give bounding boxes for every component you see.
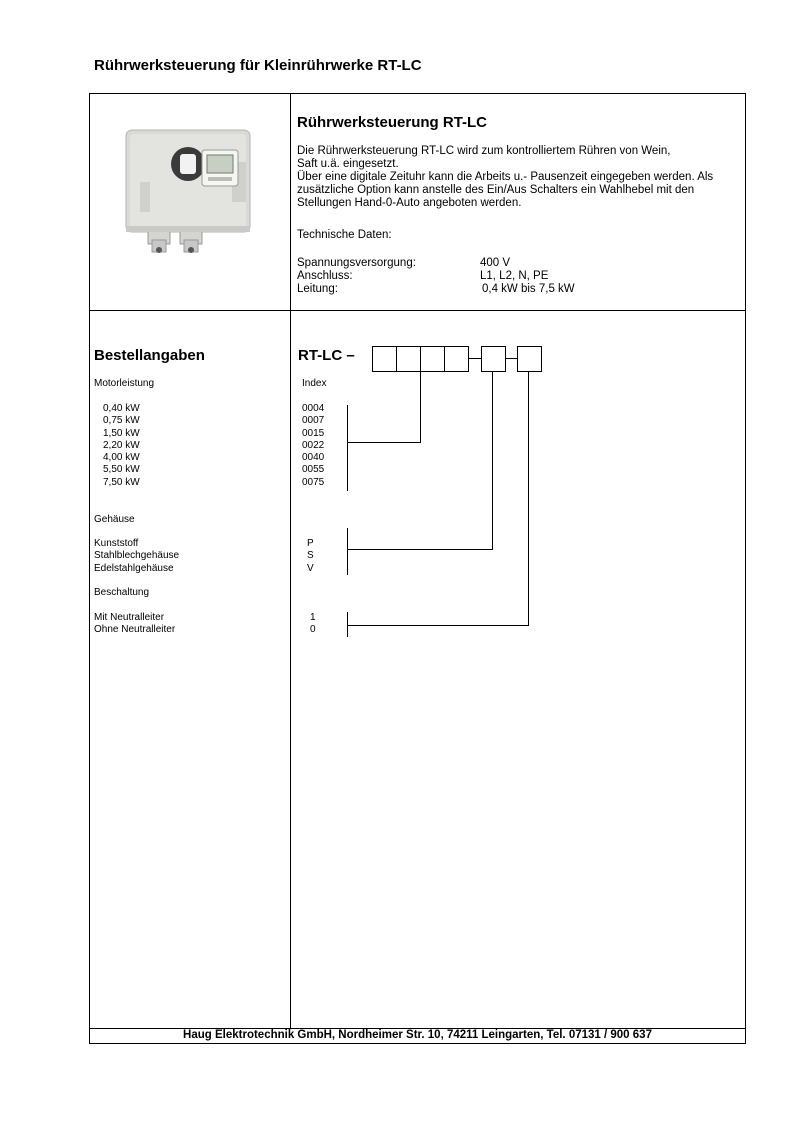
motor-leader-line: [347, 442, 421, 443]
code-box: [420, 346, 445, 372]
motor-option: 0,75 kW: [103, 415, 140, 426]
housing-code: V: [307, 563, 314, 574]
motor-option: 5,50 kW: [103, 464, 140, 475]
housing-code: P: [307, 538, 314, 549]
wiring-option: Ohne Neutralleiter: [94, 624, 176, 635]
code-box: [396, 346, 421, 372]
motor-option: 1,50 kW: [103, 428, 140, 439]
motor-code: 0015: [302, 428, 325, 439]
motor-code: 0040: [302, 452, 325, 463]
wiring-leader-line: [528, 372, 529, 626]
spec-value: L1, L2, N, PE: [480, 270, 549, 282]
page-title: Rührwerksteuerung für Kleinrührwerke RT-LC: [94, 57, 422, 74]
motor-code: 0075: [302, 477, 325, 488]
order-title: Bestellangaben: [94, 347, 205, 364]
housing-code: S: [307, 550, 314, 561]
description-line: Saft u.ä. eingesetzt.: [297, 158, 399, 170]
product-image: [120, 122, 255, 257]
index-label: Index: [302, 378, 327, 389]
housing-label: Gehäuse: [94, 514, 135, 525]
motor-leader-line: [420, 372, 421, 443]
code-box: [481, 346, 506, 372]
motor-option: 4,00 kW: [103, 452, 140, 463]
motor-option: 0,40 kW: [103, 403, 140, 414]
tech-data-heading: Technische Daten:: [297, 229, 392, 241]
code-box: [517, 346, 542, 372]
description-line: Stellungen Hand-0-Auto angeboten werden.: [297, 197, 522, 209]
code-box: [444, 346, 469, 372]
motor-label: Motorleistung: [94, 378, 155, 389]
company-footer: Haug Elektrotechnik GmbH, Nordheimer Str. 10, 74211 Leingarten, Tel. 07131 / 900 637: [183, 1029, 652, 1041]
order-code-prefix: RT-LC –: [298, 347, 355, 364]
description-line: Über eine digitale Zeituhr kann die Arbeits u.- Pausenzeit eingegeben werden. Als: [297, 171, 714, 183]
code-connector: [506, 358, 517, 359]
motor-option: 7,50 kW: [103, 477, 140, 488]
housing-bracket: [347, 528, 348, 575]
wiring-bracket: [347, 612, 348, 637]
wiring-option: Mit Neutralleiter: [94, 612, 165, 623]
housing-option: Edelstahlgehäuse: [94, 563, 174, 574]
wiring-label: Beschaltung: [94, 587, 150, 598]
motor-code: 0007: [302, 415, 325, 426]
code-box: [372, 346, 397, 372]
wiring-code: 0: [310, 624, 316, 635]
section-divider: [89, 310, 746, 311]
description-line: zusätzliche Option kann anstelle des Ein/Aus Schalters ein Wahlhebel mit den: [297, 184, 695, 196]
housing-option: Stahlblechgehäuse: [94, 550, 180, 561]
wiring-code: 1: [310, 612, 316, 623]
product-description: [297, 145, 742, 210]
column-divider: [290, 93, 291, 1029]
motor-code: 0055: [302, 464, 325, 475]
product-title: Rührwerksteuerung RT-LC: [297, 114, 488, 131]
housing-leader-line: [347, 549, 493, 550]
spec-label: Spannungsversorgung:: [297, 257, 416, 269]
spec-label: Leitung:: [297, 283, 338, 295]
housing-leader-line: [492, 372, 493, 550]
code-connector: [469, 358, 481, 359]
housing-option: Kunststoff: [94, 538, 139, 549]
spec-label: Anschluss:: [297, 270, 353, 282]
motor-code: 0022: [302, 440, 325, 451]
motor-code: 0004: [302, 403, 325, 414]
description-line: Die Rührwerksteuerung RT-LC wird zum kontrolliertem Rühren von Wein,: [297, 145, 671, 157]
motor-option: 2,20 kW: [103, 440, 140, 451]
wiring-leader-line: [347, 625, 529, 626]
motor-bracket: [347, 405, 348, 491]
spec-value: 400 V: [480, 257, 511, 269]
spec-value: 0,4 kW bis 7,5 kW: [482, 283, 575, 295]
